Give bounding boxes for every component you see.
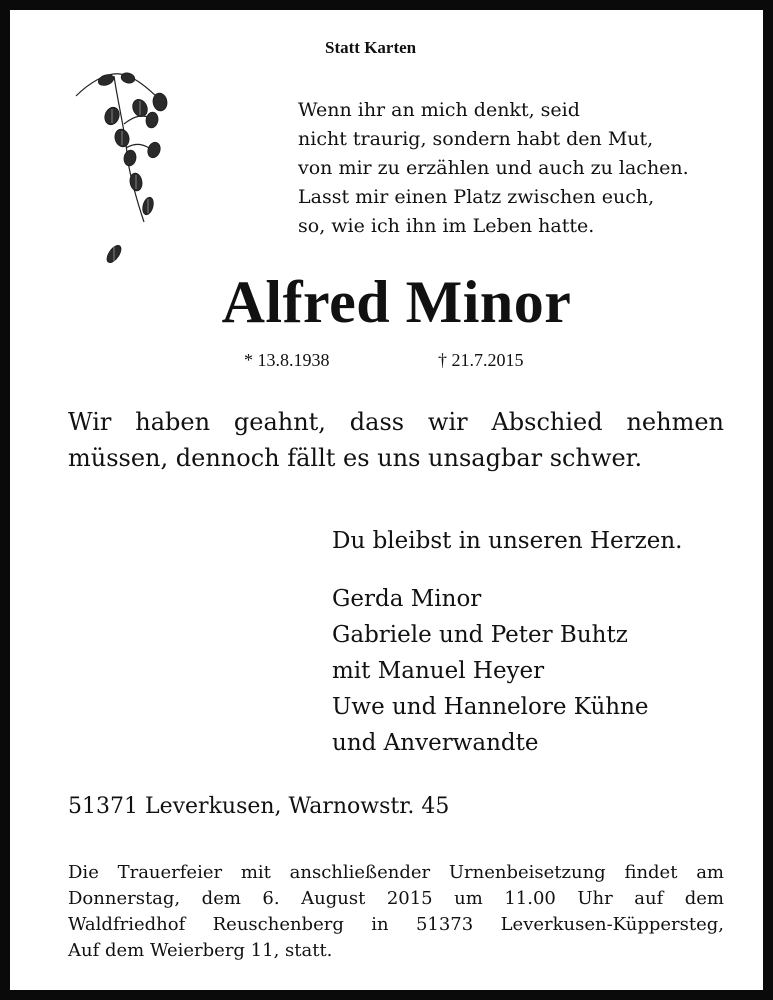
mourner-name: Gabriele und Peter Buhtz <box>332 622 628 648</box>
poem-line: nicht traurig, sondern habt den Mut, <box>298 128 654 150</box>
poem-line: Lasst mir einen Platz zwischen euch, <box>298 186 655 208</box>
poem-line: so, wie ich ihn im Leben hatte. <box>298 215 595 237</box>
deceased-name: Alfred Minor <box>221 269 572 335</box>
statement-line: müssen, dennoch fällt es uns unsagbar schwer. <box>68 444 643 472</box>
birth-date: * 13.8.1938 <box>244 350 330 370</box>
service-line: Waldfriedhof Reuschenberg in 51373 Leverkusen-Küppersteg, <box>68 914 724 935</box>
farewell-line: Du bleibst in unseren Herzen. <box>332 528 683 554</box>
poem-line: Wenn ihr an mich denkt, seid <box>298 99 580 121</box>
mourner-name: Gerda Minor <box>332 586 482 612</box>
mourner-name: und Anverwandte <box>332 730 539 756</box>
notice-header: Statt Karten <box>325 38 417 57</box>
service-line: Die Trauerfeier mit anschließender Urnenbeisetzung findet am <box>68 862 724 883</box>
poem-line: von mir zu erzählen und auch zu lachen. <box>298 157 689 179</box>
service-line: Donnerstag, dem 6. August 2015 um 11.00 Uhr auf dem <box>68 888 724 909</box>
poem <box>298 96 689 241</box>
mourner-name: mit Manuel Heyer <box>332 658 545 684</box>
mourner-name: Uwe und Hannelore Kühne <box>332 694 649 720</box>
address: 51371 Leverkusen, Warnowstr. 45 <box>68 794 450 819</box>
service-details <box>68 860 724 964</box>
death-date: † 21.7.2015 <box>438 350 524 370</box>
statement-line: Wir haben geahnt, dass wir Abschied nehmen <box>68 408 724 436</box>
service-line: Auf dem Weierberg 11, statt. <box>68 940 333 961</box>
mourning-statement <box>68 404 724 476</box>
mourners-list <box>332 581 649 761</box>
leaf-branch-icon <box>68 54 178 284</box>
